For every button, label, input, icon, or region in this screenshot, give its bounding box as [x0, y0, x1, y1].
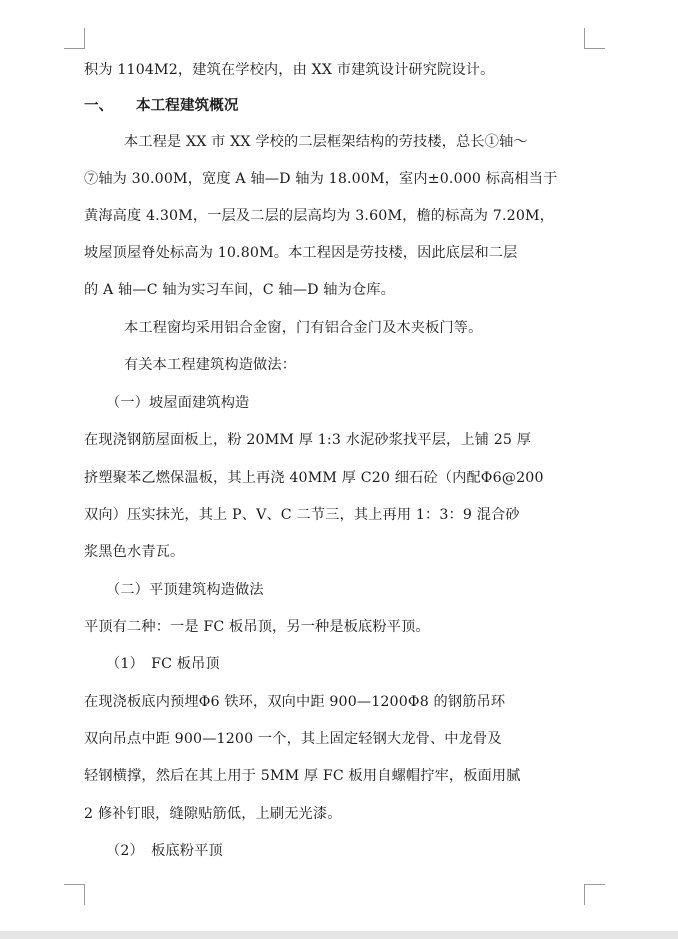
subsection-title: （一）坡屋面建筑构造 — [106, 395, 250, 411]
crop-mark-top-right — [584, 28, 605, 49]
subsection-title: （二）平顶建筑构造做法 — [106, 582, 264, 598]
text-line: 挤塑聚苯乙燃保温板，其上再浇 40MM 厚 C20 细石砼（内配Φ6@200 — [84, 470, 544, 486]
text-line: 在现浇钢筋屋面板上，粉 20MM 厚 1:3 水泥砂浆找平层，上铺 25 厚 — [84, 432, 532, 448]
crop-mark-top-left — [64, 28, 85, 49]
text-line: 本工程是 XX 市 XX 学校的二层框架结构的劳技楼，总长①轴～ — [124, 134, 528, 150]
text-line: 浆黑色水青瓦。 — [84, 544, 185, 560]
text-line: 在现浇板底内预埋Φ6 铁环，双向中距 900—1200Φ8 的钢筋吊环 — [84, 694, 506, 710]
text-line: 双向）压实抹光，其上 P、V、C 二节三，其上再用 1：3：9 混合砂 — [84, 507, 520, 523]
heading-number: 一、 — [84, 98, 114, 114]
text-line: 积为 1104M2，建筑在学校内，由 XX 市建筑设计研究院设计。 — [84, 62, 495, 78]
window-bottom-edge — [0, 931, 678, 939]
subsection-title: （1） FC 板吊顶 — [106, 656, 220, 672]
crop-mark-bottom-left — [64, 884, 85, 905]
text-line: 平顶有二种：一是 FC 板吊顶，另一种是板底粉平顶。 — [84, 619, 430, 635]
section-heading — [84, 88, 584, 125]
crop-mark-bottom-right — [584, 884, 605, 905]
text-line: 轻钢横撑，然后在其上用于 5MM 厚 FC 板用自螺帽拧牢，板面用腻 — [84, 768, 521, 784]
heading-text: 本工程建筑概况 — [136, 98, 239, 114]
text-line: 双向吊点中距 900—1200 一个，其上固定轻钢大龙骨、中龙骨及 — [84, 731, 502, 747]
subsection-title: （2） 板底粉平顶 — [106, 843, 223, 859]
text-line: 的 A 轴—C 轴为实习车间，C 轴—D 轴为仓库。 — [84, 282, 395, 298]
text-line: ⑦轴为 30.00M，宽度 A 轴—D 轴为 18.00M，室内±0.000 标高相当于 — [84, 171, 558, 187]
text-line: 黄海高度 4.30M，一层及二层的层高均为 3.60M，檐的标高为 7.20M， — [84, 208, 555, 224]
text-line: 2 修补钉眼，缝隙贴筋低，上刷无光漆。 — [84, 806, 342, 822]
text-line: 有关本工程建筑构造做法： — [124, 357, 297, 373]
text-line: 坡屋顶屋脊处标高为 10.80M。本工程因是劳技楼，因此底层和二层 — [84, 245, 518, 261]
text-line: 本工程窗均采用铝合金窗，门有铝合金门及木夹板门等。 — [124, 320, 483, 336]
